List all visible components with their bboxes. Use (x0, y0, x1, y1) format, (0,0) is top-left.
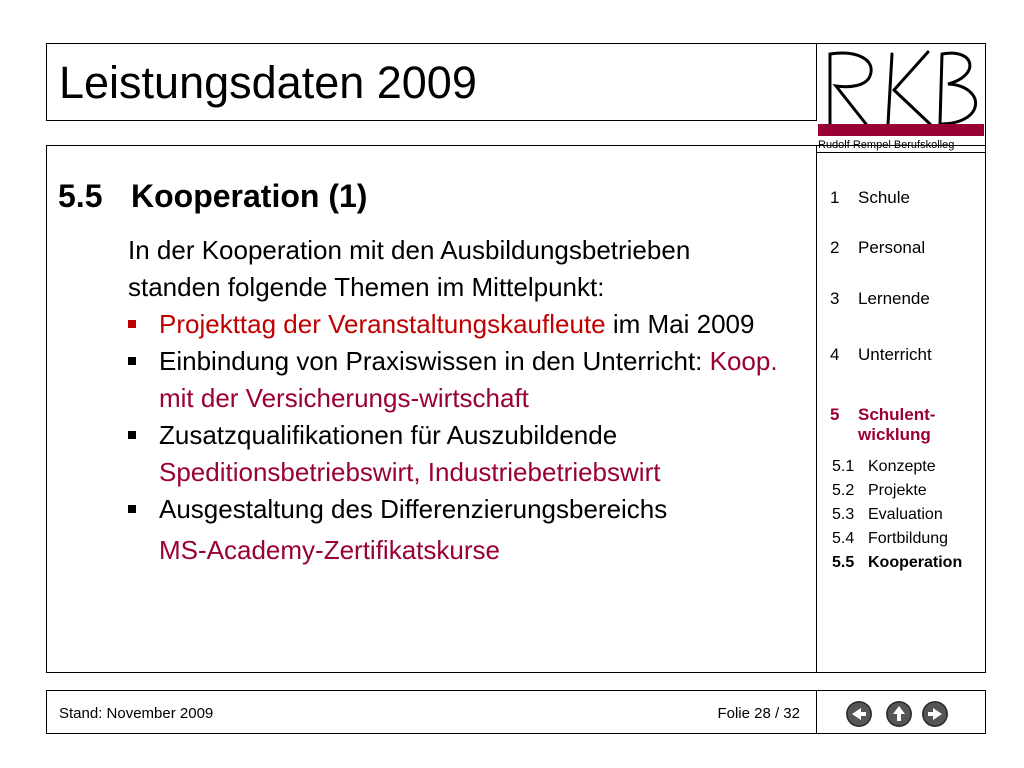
bullet-square-icon (128, 505, 136, 513)
content-body (128, 232, 818, 569)
nav-item-number: 2 (830, 238, 840, 257)
nav-item-schulentwicklung[interactable] (830, 405, 935, 445)
bullet-square-icon (128, 320, 136, 328)
nav-item-lernende[interactable] (830, 289, 930, 309)
bullet-item-4 (128, 491, 818, 569)
next-slide-button[interactable] (922, 701, 948, 727)
nav-subitem-number: 5.5 (832, 554, 855, 571)
footer-navigation (816, 690, 986, 734)
page-title: Leistungsdaten 2009 (59, 57, 477, 108)
nav-subitem-number: 5.4 (832, 530, 855, 547)
bullet-item-1 (128, 306, 818, 343)
nav-subitem-number: 5.2 (832, 482, 855, 499)
bullet-2-text: Einbindung von Praxiswissen in den Unterricht: (159, 346, 710, 376)
bullet-square-icon (128, 357, 136, 365)
arrow-right-icon (922, 701, 948, 727)
nav-subitem-evaluation[interactable] (832, 506, 943, 524)
intro-line-2: standen folgende Themen im Mittelpunkt: (128, 272, 605, 302)
bullet-2-highlight: Koop. mit der Versicherungs-wirtschaft (159, 346, 778, 413)
section-number: 5.5 (58, 178, 103, 214)
nav-item-label: Personal (858, 238, 926, 257)
nav-item-label-line2: wicklung (858, 425, 931, 444)
nav-item-number: 5 (830, 405, 840, 424)
footer-slide-number: Folie 28 / 32 (717, 705, 800, 722)
bullet-item-2 (128, 343, 818, 417)
section-heading (58, 178, 367, 214)
footer (46, 690, 817, 734)
arrow-up-icon (886, 701, 912, 727)
bullet-3-text: Zusatzqualifikationen für Auszubildende (159, 420, 618, 450)
nav-subitem-label: Kooperation (868, 554, 963, 571)
title-box (46, 43, 817, 121)
nav-subitem-label: Konzepte (868, 458, 936, 475)
bullet-list (128, 306, 818, 569)
section-title: Kooperation (1) (131, 178, 368, 214)
nav-item-unterricht[interactable] (830, 345, 932, 365)
footer-stand: Stand: November 2009 (59, 705, 214, 722)
up-slide-button[interactable] (886, 701, 912, 727)
nav-item-label: Unterricht (858, 345, 932, 364)
intro-line-1: In der Kooperation mit den Ausbildungsbetrieben (128, 235, 691, 265)
nav-subitem-label: Projekte (868, 482, 927, 499)
nav-subitem-fortbildung[interactable] (832, 530, 948, 548)
rkb-logo-icon (818, 46, 984, 138)
nav-item-label: Schulent- (858, 405, 936, 424)
nav-subitem-projekte[interactable] (832, 482, 927, 500)
nav-item-personal[interactable] (830, 238, 925, 258)
bullet-1-text: im Mai 2009 (605, 309, 755, 339)
main-content (46, 145, 817, 673)
nav-subitem-kooperation[interactable] (832, 554, 962, 572)
nav-item-label: Schule (858, 188, 910, 207)
logo-box (816, 43, 986, 153)
nav-item-number: 1 (830, 188, 840, 207)
nav-item-number: 4 (830, 345, 840, 364)
nav-item-label: Lernende (858, 289, 930, 308)
bullet-3-highlight: Speditionsbetriebswirt, Industriebetriebswirt (159, 457, 661, 487)
bullet-1-highlight: Projekttag der Veranstaltungskaufleute (159, 309, 606, 339)
bullet-4-text: Ausgestaltung des Differenzierungsbereichs (159, 494, 668, 524)
nav-subitem-label: Evaluation (868, 506, 943, 523)
nav-subitem-konzepte[interactable] (832, 458, 936, 476)
bullet-4-highlight: MS-Academy-Zertifikatskurse (159, 535, 500, 565)
nav-subitem-number: 5.3 (832, 506, 855, 523)
prev-slide-button[interactable] (846, 701, 872, 727)
nav-item-number: 3 (830, 289, 840, 308)
nav-subitem-number: 5.1 (832, 458, 855, 475)
sidebar-nav (816, 145, 986, 673)
bullet-item-3 (128, 417, 818, 491)
logo-caption: Rudolf Rempel Berufskolleg (818, 139, 955, 151)
arrow-left-icon (846, 701, 872, 727)
nav-item-schule[interactable] (830, 188, 910, 208)
bullet-square-icon (128, 431, 136, 439)
nav-subitem-label: Fortbildung (868, 530, 949, 547)
